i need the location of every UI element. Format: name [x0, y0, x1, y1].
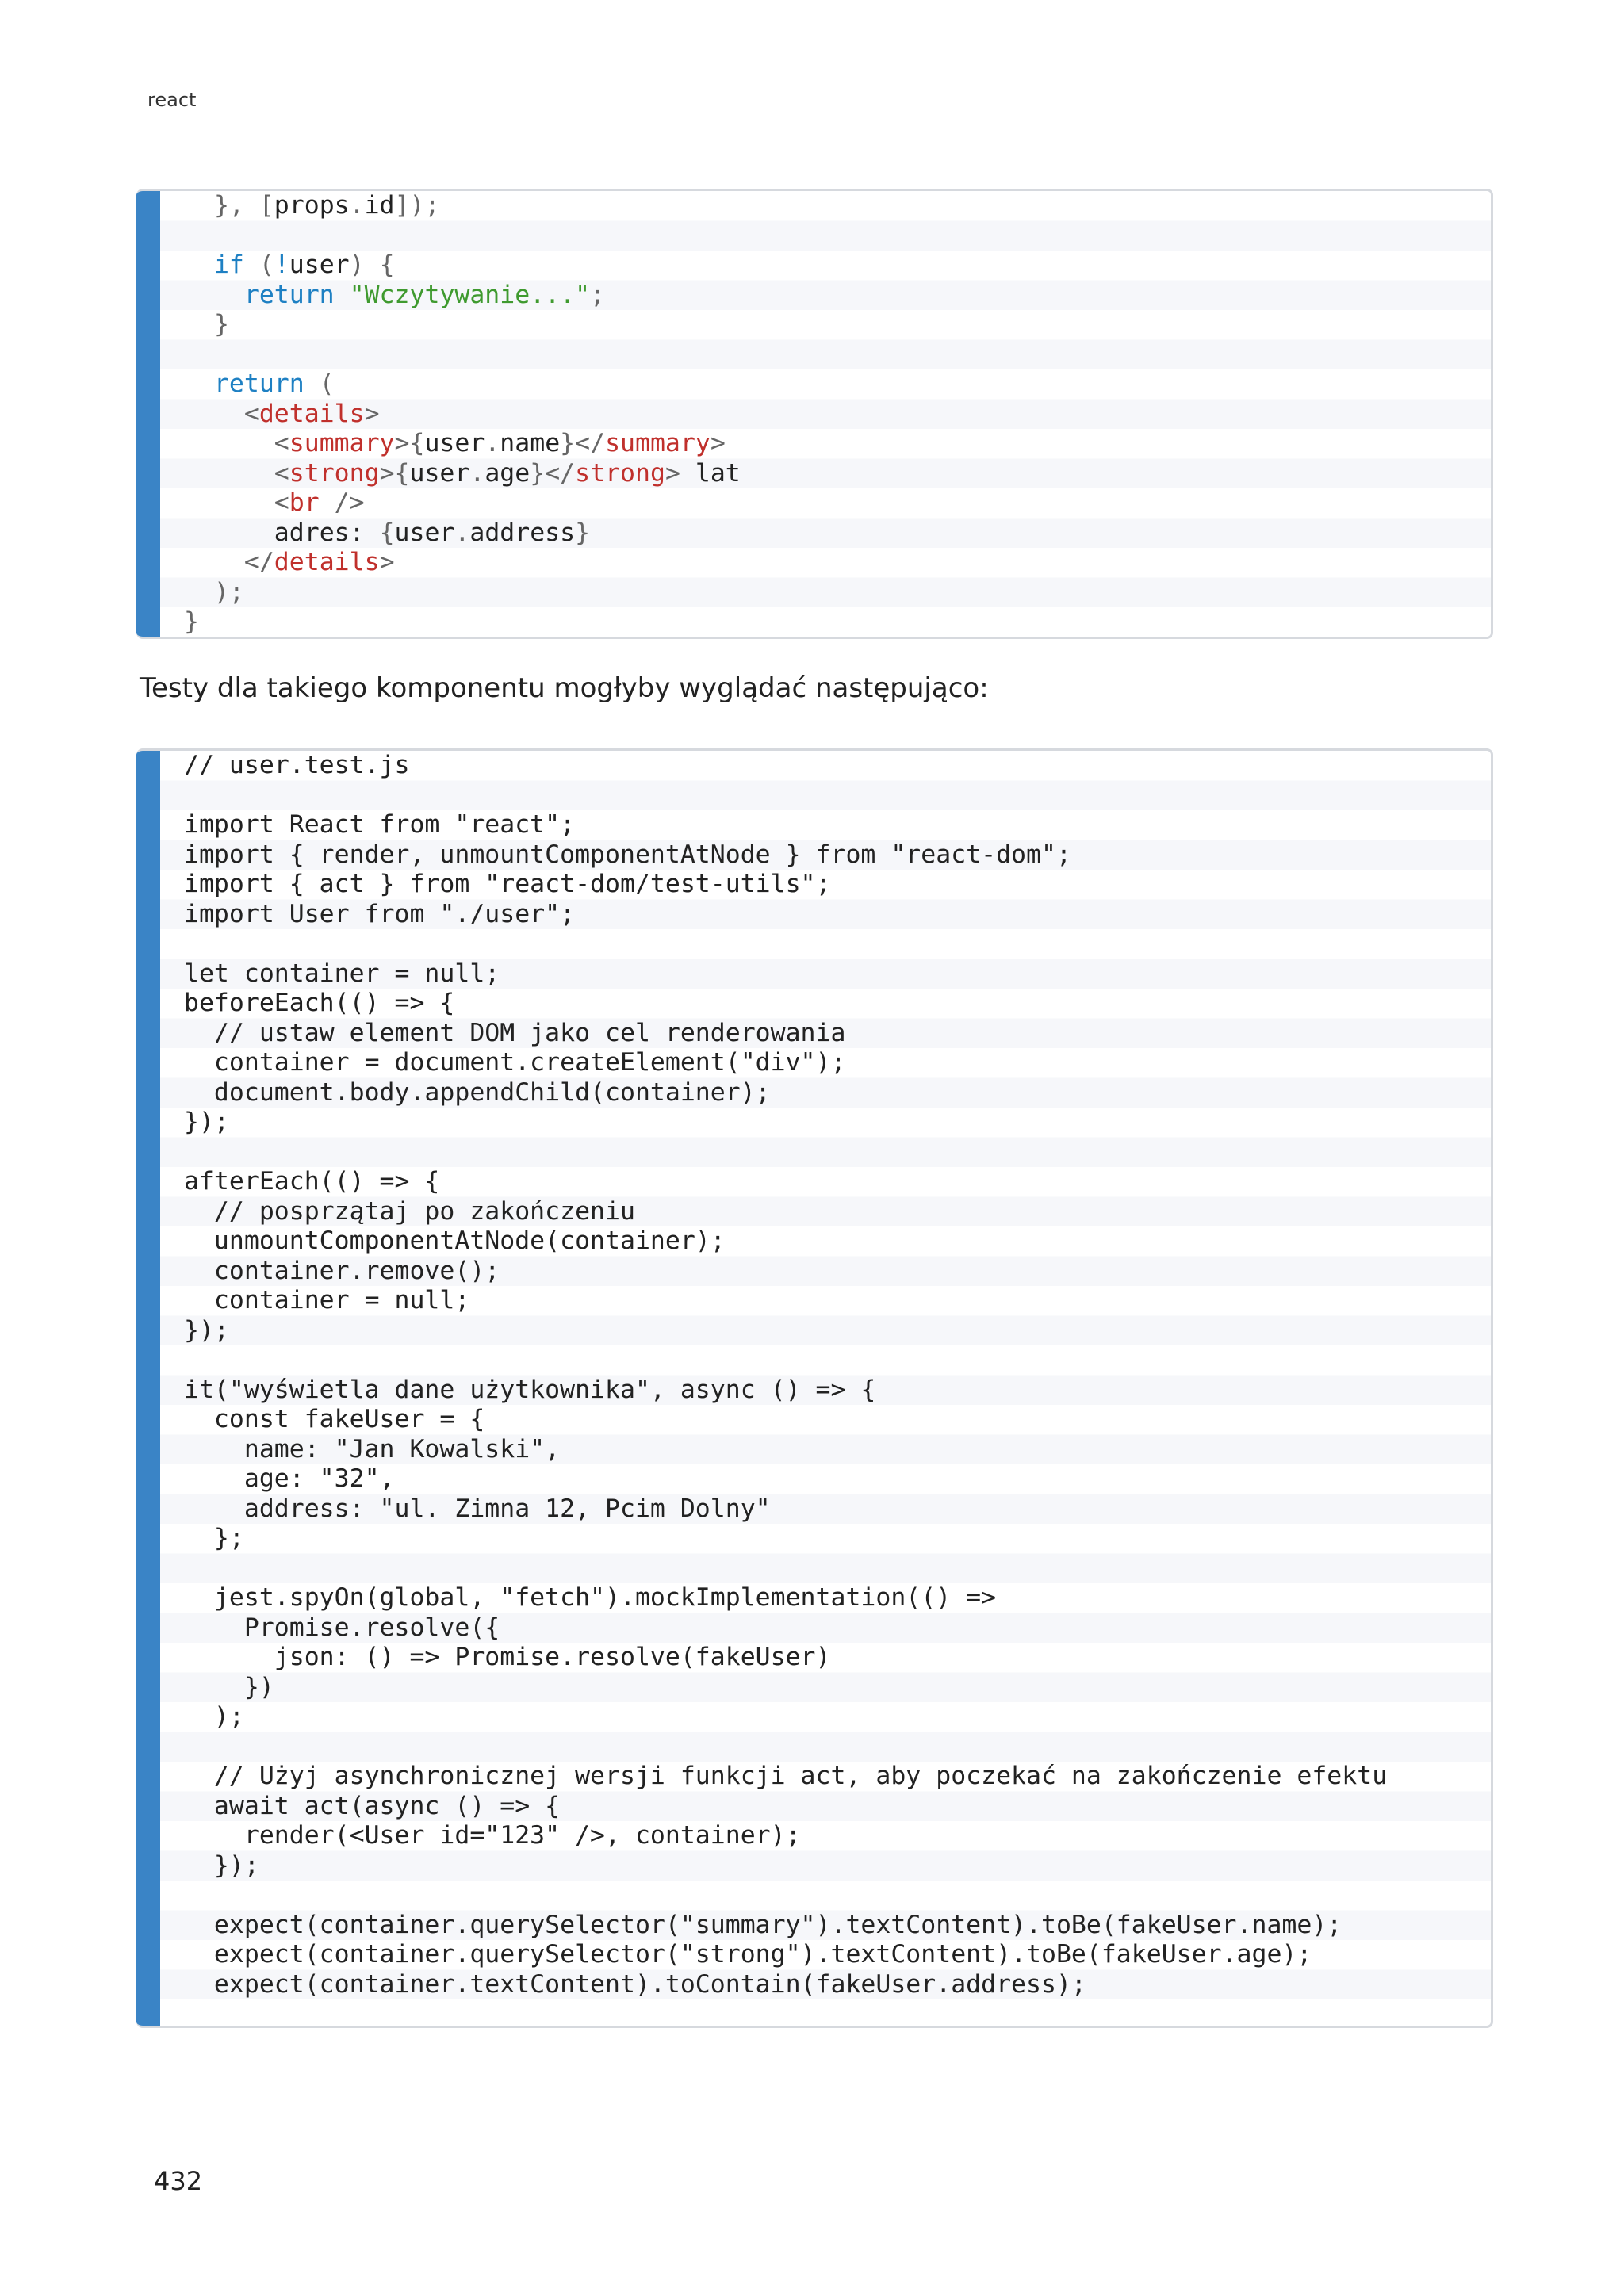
- code-line: let container = null;: [184, 959, 500, 988]
- code-token: age: [485, 458, 530, 488]
- code-line: unmountComponentAtNode(container);: [184, 1226, 726, 1255]
- code-line: await act(async () => {: [184, 1791, 561, 1820]
- code-line: address: "ul. Zimna 12, Pcim Dolny": [184, 1494, 771, 1523]
- code-token: br: [289, 488, 320, 517]
- code-token: }: [575, 518, 591, 547]
- code-line: // user.test.js: [184, 751, 410, 779]
- code-line: expect(container.textContent).toContain(fakeUser.address);: [184, 1969, 1086, 1999]
- code-token: }</: [530, 458, 576, 488]
- code-token: !: [274, 251, 289, 279]
- code-line: container = document.createElement("div");: [184, 1048, 846, 1077]
- code-token: props: [274, 191, 350, 220]
- code-token: .: [454, 518, 470, 547]
- code-line: }): [184, 1672, 274, 1701]
- code-line: import { act } from "react-dom/test-utils";: [184, 870, 831, 898]
- code-line: });: [184, 1850, 259, 1880]
- code-line: [184, 548, 395, 576]
- code-block-accent-bar: [136, 191, 160, 637]
- code-token: strong: [289, 458, 380, 488]
- code-token: >: [379, 548, 395, 576]
- code-token: lat: [680, 458, 741, 488]
- code-line: container.remove();: [184, 1256, 500, 1285]
- page-number: 432: [154, 2166, 203, 2196]
- code-token: >: [665, 458, 680, 488]
- code-line: [184, 578, 244, 607]
- code-line: [184, 191, 439, 220]
- code-token: summary: [605, 429, 710, 457]
- code-line: [184, 607, 199, 636]
- code-token: <: [274, 488, 289, 517]
- code-token: .: [485, 429, 500, 457]
- code-token: <: [243, 399, 259, 428]
- code-token: user: [289, 251, 350, 279]
- code-token: summary: [289, 429, 395, 457]
- code-line: [184, 519, 590, 547]
- code-token: details: [274, 548, 380, 576]
- code-token: ]);: [394, 191, 440, 220]
- code-listing-component: [136, 191, 1491, 637]
- code-token: .: [469, 458, 485, 488]
- code-line: it("wyświetla dane użytkownika", async () => {: [184, 1375, 876, 1404]
- code-token: <: [274, 429, 289, 457]
- code-token: (: [304, 369, 335, 398]
- code-line: name: "Jan Kowalski",: [184, 1434, 561, 1464]
- code-line: };: [184, 1524, 244, 1552]
- code-token: return: [243, 280, 335, 309]
- code-line: [184, 429, 726, 457]
- code-token: {: [379, 518, 395, 547]
- code-line: render(<User id="123" />, container);: [184, 1821, 801, 1850]
- code-token: }: [213, 310, 229, 339]
- code-line: beforeEach(() => {: [184, 989, 455, 1017]
- code-token: <: [274, 458, 289, 488]
- code-line: json: () => Promise.resolve(fakeUser): [184, 1643, 831, 1671]
- code-token: user: [424, 429, 485, 457]
- code-line: import { render, unmountComponentAtNode } from "react-dom";: [184, 840, 1071, 869]
- code-block-test: [136, 748, 1493, 2028]
- code-token: >{: [394, 429, 425, 457]
- code-token: />: [319, 488, 365, 517]
- code-token: );: [213, 577, 244, 607]
- code-line: import User from "./user";: [184, 899, 576, 928]
- code-line: expect(container.querySelector("strong").textContent).toBe(fakeUser.age);: [184, 1940, 1312, 1969]
- code-line: document.body.appendChild(container);: [184, 1077, 771, 1107]
- code-token: (: [243, 251, 274, 279]
- code-line: expect(container.querySelector("summary").textContent).toBe(fakeUser.name);: [184, 1910, 1342, 1939]
- code-token: name: [500, 429, 561, 457]
- code-token: [335, 281, 350, 309]
- code-token: id: [364, 191, 395, 220]
- running-header: react: [147, 89, 197, 111]
- code-token: .: [349, 191, 365, 220]
- code-token: </: [243, 548, 274, 576]
- code-line: Promise.resolve({: [184, 1613, 500, 1642]
- code-line: );: [184, 1702, 244, 1731]
- code-line: [184, 488, 365, 517]
- code-token: details: [259, 399, 365, 428]
- code-line: import React from "react";: [184, 810, 576, 839]
- code-token: adres:: [274, 518, 380, 547]
- code-line: [184, 281, 605, 309]
- code-token: if: [213, 251, 244, 279]
- code-line: // posprzątaj po zakończeniu: [184, 1196, 635, 1226]
- code-token: return: [213, 369, 304, 398]
- code-token: }</: [560, 429, 606, 457]
- body-paragraph: Testy dla takiego komponentu mogłyby wyglądać następująco:: [140, 672, 989, 704]
- code-line: jest.spyOn(global, "fetch").mockImplementation(() =>: [184, 1583, 997, 1612]
- code-token: "Wczytywanie...": [349, 280, 591, 309]
- code-block-component: [136, 189, 1493, 639]
- code-token: }, [: [213, 191, 274, 220]
- code-token: ) {: [349, 251, 395, 279]
- code-token: user: [409, 458, 470, 488]
- code-line: [184, 459, 741, 488]
- code-line: });: [184, 1108, 229, 1136]
- code-line: [184, 251, 395, 279]
- code-listing-test: [136, 751, 1491, 1999]
- code-line: });: [184, 1315, 229, 1345]
- code-token: >: [364, 399, 380, 428]
- code-token: >{: [379, 458, 410, 488]
- code-token: user: [394, 518, 455, 547]
- code-token: >: [710, 429, 726, 457]
- code-line: container = null;: [184, 1286, 470, 1314]
- code-token: address: [469, 518, 576, 547]
- code-line: [184, 369, 335, 398]
- code-token: ;: [590, 280, 606, 309]
- code-token: strong: [575, 458, 665, 488]
- code-line: [184, 310, 229, 339]
- code-line: age: "32",: [184, 1464, 395, 1493]
- code-token: }: [184, 607, 199, 636]
- code-line: afterEach(() => {: [184, 1167, 440, 1196]
- code-line: // ustaw element DOM jako cel renderowania: [184, 1018, 846, 1047]
- code-line: [184, 400, 380, 428]
- code-line: const fakeUser = {: [184, 1405, 485, 1433]
- code-block-accent-bar: [136, 751, 160, 2026]
- code-line: // Użyj asynchronicznej wersji funkcji act, aby poczekać na zakończenie efektu: [184, 1762, 1388, 1790]
